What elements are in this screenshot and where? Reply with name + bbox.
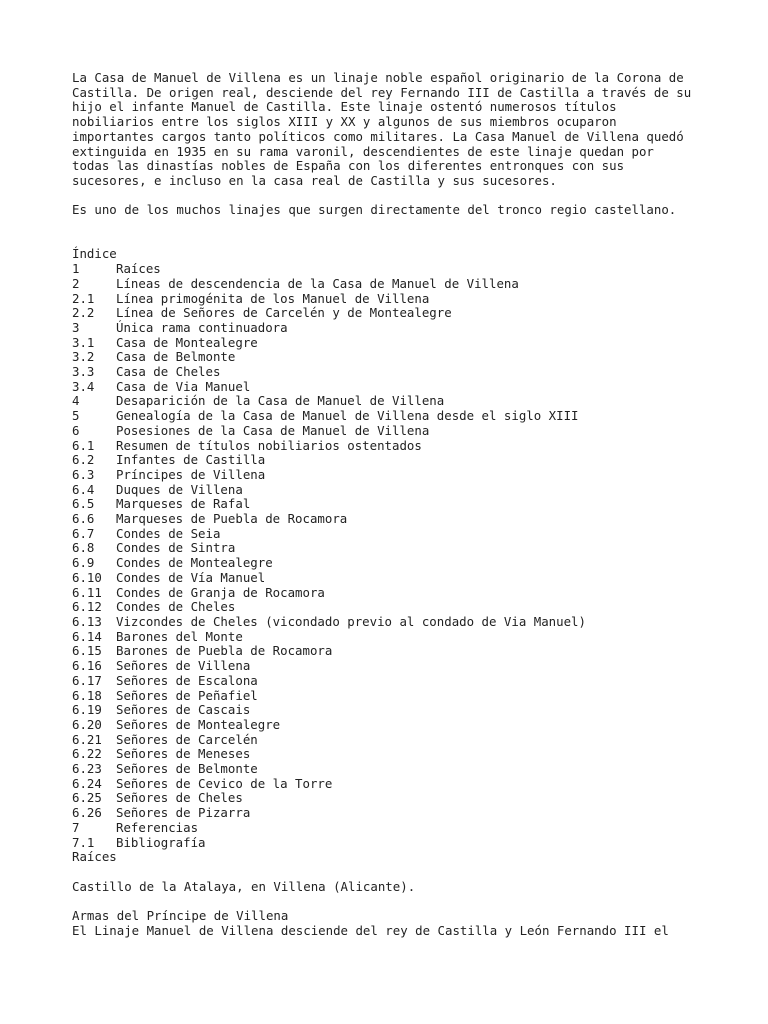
toc-item[interactable] [72,277,712,292]
document-page [72,71,712,938]
toc-number: 2 [72,275,80,291]
toc-item[interactable] [72,703,712,718]
text-line: La Casa de Manuel de Villena es un linaje noble español originario de la Corona de [72,70,684,85]
toc-item[interactable] [72,350,712,365]
toc-number: 6.12 [72,599,102,615]
body-text-line: El Linaje Manuel de Villena desciende del rey de Castilla y León Fernando III el [72,922,669,938]
toc-number: 3.3 [72,364,95,380]
toc-label: Señores de Carcelén [116,731,258,747]
toc-item[interactable] [72,777,712,792]
toc-item[interactable] [72,806,712,821]
toc-number: 3.4 [72,378,95,394]
toc-label: Desaparición de la Casa de Manuel de Villena [116,393,445,409]
toc-number: 6.16 [72,658,102,674]
toc-label: Casa de Via Manuel [116,378,251,394]
toc-item[interactable] [72,836,712,851]
toc-item[interactable] [72,409,712,424]
toc-label: Línea de Señores de Carcelén y de Montealegre [116,305,452,321]
toc-item[interactable] [72,306,712,321]
toc-item[interactable] [72,512,712,527]
toc-item[interactable] [72,644,712,659]
toc-item[interactable] [72,424,712,439]
toc-number: 6.14 [72,628,102,644]
text-line: Castilla. De origen real, desciende del rey Fernando III de Castilla a través de su [72,84,692,100]
toc-number: 6.9 [72,555,95,571]
text-line: sucesores, e incluso en la casa real de Castilla y sus sucesores. [72,172,557,188]
toc-item[interactable] [72,394,712,409]
toc-label: Bibliografía [116,834,206,850]
toc-label: Posesiones de la Casa de Manuel de Villena [116,422,430,438]
toc-item[interactable] [72,674,712,689]
toc-heading: Índice [72,246,117,262]
text-line: todas las dinastías nobles de España con los diferentes entronques con sus [72,158,625,174]
toc-number: 6.8 [72,540,95,556]
toc-number: 2.1 [72,290,95,306]
toc-label: Señores de Montealegre [116,716,281,732]
toc-item[interactable] [72,571,712,586]
toc-label: Señores de Peñafiel [116,687,258,703]
toc-label: Línea primogénita de los Manuel de Villena [116,290,430,306]
toc-number: 1 [72,261,80,277]
toc-number: 6.11 [72,584,102,600]
toc-number: 3.2 [72,349,95,365]
table-of-contents [72,262,712,850]
toc-item[interactable] [72,541,712,556]
toc-label: Marqueses de Rafal [116,496,251,512]
toc-number: 6.15 [72,643,102,659]
toc-item[interactable] [72,718,712,733]
toc-label: Señores de Pizarra [116,805,251,821]
toc-item[interactable] [72,659,712,674]
toc-number: 5 [72,408,80,424]
toc-label: Referencias [116,819,199,835]
toc-item[interactable] [72,468,712,483]
toc-label: Raíces [116,261,161,277]
toc-number: 6.10 [72,569,102,585]
intro-paragraph [72,71,712,189]
toc-number: 6.17 [72,672,102,688]
toc-item[interactable] [72,262,712,277]
toc-label: Señores de Escalona [116,672,258,688]
toc-label: Condes de Sintra [116,540,236,556]
toc-item[interactable] [72,556,712,571]
text-line: hijo el infante Manuel de Castilla. Este linaje ostentó numerosos títulos [72,99,617,115]
text-line: importantes cargos tanto políticos como militares. La Casa Manuel de Villena quedó [72,128,684,144]
toc-label: Casa de Montealegre [116,334,258,350]
toc-item[interactable] [72,733,712,748]
toc-label: Genealogía de la Casa de Manuel de Villena desde el siglo XIII [116,408,579,424]
toc-number: 6.13 [72,613,102,629]
toc-item[interactable] [72,747,712,762]
toc-number: 6.2 [72,452,95,468]
toc-label: Vizcondes de Cheles (vicondado previo al condado de Via Manuel) [116,613,586,629]
toc-number: 7.1 [72,834,95,850]
toc-label: Señores de Meneses [116,746,251,762]
toc-item[interactable] [72,689,712,704]
toc-number: 6.20 [72,716,102,732]
section-heading: Raíces [72,849,117,865]
second-paragraph: Es uno de los muchos linajes que surgen directamente del tronco regio castellano. [72,202,677,218]
toc-number: 3.1 [72,334,95,350]
toc-item[interactable] [72,615,712,630]
text-line: nobiliarios entre los siglos XIII y XX y algunos de sus miembros ocuparon [72,114,617,130]
toc-label: Condes de Granja de Rocamora [116,584,325,600]
toc-label: Señores de Cascais [116,702,251,718]
toc-label: Señores de Cheles [116,790,243,806]
toc-item[interactable] [72,791,712,806]
toc-number: 6.22 [72,746,102,762]
toc-number: 6 [72,422,80,438]
toc-number: 6.21 [72,731,102,747]
toc-label: Barones de Puebla de Rocamora [116,643,333,659]
toc-item[interactable] [72,439,712,454]
toc-label: Señores de Villena [116,658,251,674]
toc-number: 6.19 [72,702,102,718]
toc-number: 6.18 [72,687,102,703]
toc-label: Señores de Cevico de la Torre [116,775,333,791]
toc-label: Única rama continuadora [116,319,288,335]
toc-item[interactable] [72,365,712,380]
toc-item[interactable] [72,292,712,307]
toc-item[interactable] [72,527,712,542]
toc-label: Resumen de títulos nobiliarios ostentados [116,437,422,453]
toc-label: Casa de Belmonte [116,349,236,365]
toc-label: Barones del Monte [116,628,243,644]
toc-number: 4 [72,393,80,409]
toc-label: Infantes de Castilla [116,452,266,468]
toc-label: Señores de Belmonte [116,761,258,777]
toc-label: Príncipes de Villena [116,466,266,482]
toc-item[interactable] [72,586,712,601]
toc-number: 6.3 [72,466,95,482]
image-caption: Castillo de la Atalaya, en Villena (Alicante). [72,878,416,894]
toc-item[interactable] [72,821,712,836]
toc-item[interactable] [72,630,712,645]
toc-number: 7 [72,819,80,835]
toc-item[interactable] [72,600,712,615]
toc-number: 6.26 [72,805,102,821]
toc-item[interactable] [72,336,712,351]
toc-item[interactable] [72,380,712,395]
toc-number: 6.4 [72,481,95,497]
toc-number: 6.6 [72,511,95,527]
toc-label: Condes de Cheles [116,599,236,615]
text-line: extinguida en 1935 en su rama varonil, descendientes de este linaje quedan por [72,143,654,159]
toc-item[interactable] [72,321,712,336]
toc-item[interactable] [72,497,712,512]
toc-number: 6.25 [72,790,102,806]
image-caption: Armas del Príncipe de Villena [72,908,289,924]
toc-label: Líneas de descendencia de la Casa de Manuel de Villena [116,275,519,291]
toc-label: Condes de Seia [116,525,221,541]
toc-number: 6.24 [72,775,102,791]
toc-label: Duques de Villena [116,481,243,497]
toc-item[interactable] [72,762,712,777]
toc-number: 6.7 [72,525,95,541]
toc-label: Casa de Cheles [116,364,221,380]
toc-label: Marqueses de Puebla de Rocamora [116,511,348,527]
toc-label: Condes de Vía Manuel [116,569,266,585]
toc-number: 6.5 [72,496,95,512]
toc-number: 6.23 [72,761,102,777]
toc-number: 6.1 [72,437,95,453]
toc-number: 2.2 [72,305,95,321]
toc-label: Condes de Montealegre [116,555,273,571]
toc-item[interactable] [72,483,712,498]
toc-item[interactable] [72,453,712,468]
toc-number: 3 [72,319,80,335]
